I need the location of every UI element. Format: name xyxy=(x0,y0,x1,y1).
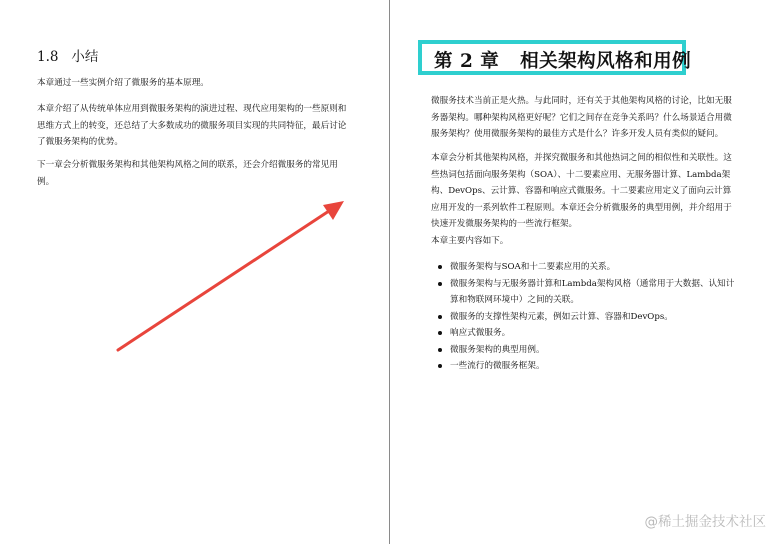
list-item: 微服务架构的典型用例。 xyxy=(431,342,741,359)
section-title: 1.8 小结 xyxy=(37,49,99,65)
list-item: 微服务架构与无服务器计算和Lambda架构风格（通常用于大数据、认知计算和物联网环境中）之间的关联。 xyxy=(431,276,741,309)
intro-paragraph-3: 本章主要内容如下。 xyxy=(431,236,509,246)
list-item: 一些流行的微服务框架。 xyxy=(431,358,741,375)
summary-paragraph-1: 本章通过一些实例介绍了微服务的基本原理。 xyxy=(37,78,209,88)
chapter-title: 第 2 章 相关架构风格和用例 xyxy=(434,51,692,72)
list-item: 微服务的支撑性架构元素，例如云计算、容器和DevOps。 xyxy=(431,309,741,326)
list-item: 响应式微服务。 xyxy=(431,325,741,342)
watermark: @稀土掘金技术社区 xyxy=(644,514,766,530)
list-item: 微服务架构与SOA和十二要素应用的关系。 xyxy=(431,259,741,276)
intro-paragraph-1: 微服务技术当前正是火热。与此同时，还有关于其他架构风格的讨论，比如无服务器架构。哪种架构风格更好呢？它们之间存在竞争关系吗？什么场景适合用微服务架构？使用微服务架构的最佳方式是什么？许多开发人员有类似的疑问。 xyxy=(431,96,732,139)
summary-paragraph-2: 本章介绍了从传统单体应用到微服务架构的演进过程、现代应用架构的一些原则和思维方式上的转变，还总结了大多数成功的微服务项目实现的共同特征，最后讨论了微服务架构的优势。 xyxy=(37,104,347,147)
intro-paragraph-2: 本章会分析其他架构风格，并探究微服务和其他热词之间的相似性和关联性。这些热词包括面向服务架构（SOA）、十二要素应用、无服务器计算、Lambda架构、DevOps、云计算、容器和响应式微服务。十二要素应用定义了面向云计算应用开发的一系列软件工程原则。本章还会分析微服务的典型用例，并介绍用于快速开发微服务架构的一些流行框架。 xyxy=(431,153,732,229)
summary-paragraph-3: 下一章会分析微服务架构和其他架构风格之间的联系，还会介绍微服务的常见用例。 xyxy=(37,160,338,187)
